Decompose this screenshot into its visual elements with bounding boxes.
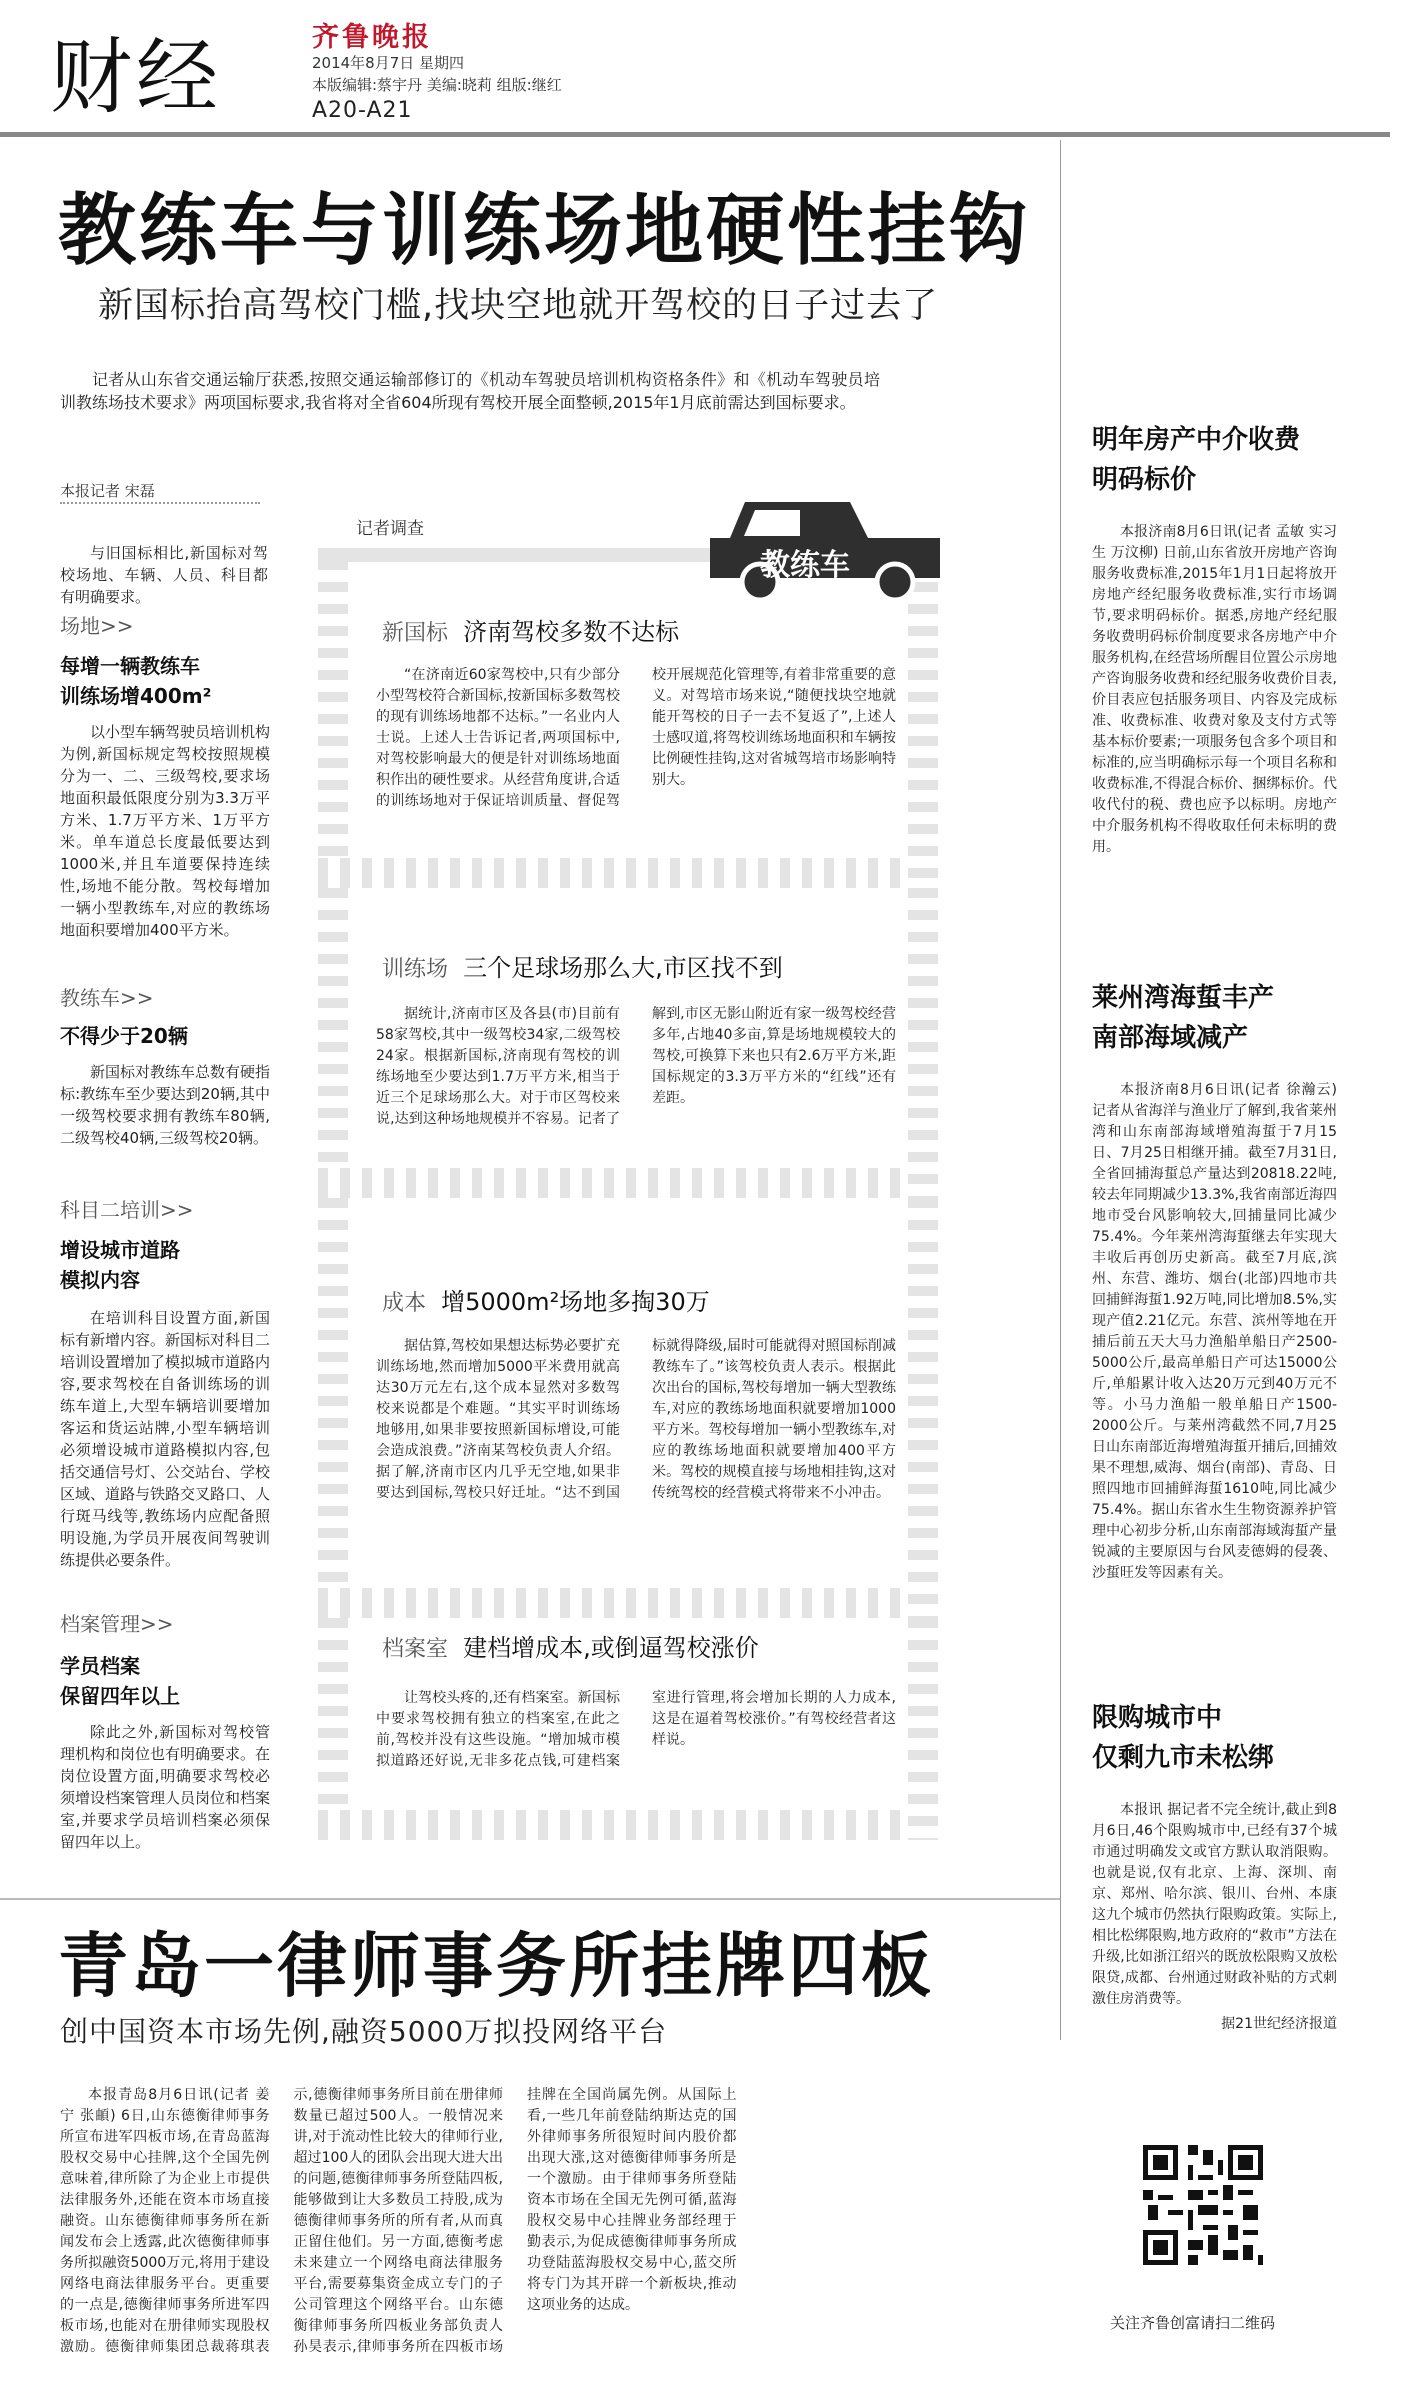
sidebar-headline: 不得少于20辆 [60, 1024, 188, 1048]
sidebar-body: 在培训科目设置方面,新国标有新增内容。新国标对科目二培训设置增加了模拟城市道路内容,要求驾校在自备训练场的训练车道上,大型车辆培训要增加客运和货运站牌,小型车辆培训必须增设城市道路模拟内容,包括交通信号灯、公交站台、学校区域、道路与铁路交叉路口、人行斑马线等,教练场内应配备照明设施,为学员开展夜间驾驶训练提供必要条件。 [60, 1309, 271, 1569]
bottom-body: 本报青岛8月6日讯(记者 姜宁 张頔) 6日,山东德衡律师事务所宣布进军四板市场,在青岛蓝海股权交易中心挂牌,这个全国先例意味着,律所除了为企业上市提供法律服务外,还能在资本市场直接融资。山东德衡律师事务所在新闻发布会上透露,此次德衡律师事务所拟融资5000万元,将用于建设网络电商法律服务平台。更重要的一点是,德衡律师事务所进军四板市场,也能对在册律师实现股权激励。德衡律师集团总裁蒋琪表示,德衡律师事务所目前在册律师数量已超过500人。一般情况来讲,对于流动性比较大的律师行业,超过100人的团队会出现大进大出的问题,德衡律师事务所登陆四板,能够做到让大多数员工持股,成为德衡律师事务所的所有者,从而真正留住他们。另一方面,德衡考虑未来建立一个网络电商法律服务平台,需要募集资金成立专门的子公司管理这个网络平台。山东德衡律师事务所四板业务部负责人孙昊表示,律师事务所在四板市场挂牌在全国尚属先例。从国际上看,一些几年前登陆纳斯达克的国外律师事务所很短时间内股价都出现大涨,这对德衡律师事务所是一个激励。由于律师事务所登陆资本市场在全国无先例可循,蓝海股权交易中心挂牌业务部经理于勤表示,为促成德衡律师事务所成功登陆蓝海股权交易中心,蓝交所将专门为其开辟一个新板块,推动这项业务的达成。 [60, 2087, 737, 2355]
section-title: 财经 [50, 30, 223, 125]
road-segment [318, 888, 348, 1198]
road-segment [908, 1198, 938, 1618]
road-segment [908, 888, 938, 1198]
sidebar-headline-2: 保留四年以上 [60, 1684, 180, 1708]
sidebar-label: 教练车>> [60, 986, 154, 1010]
main-headline: 教练车与训练场地硬性挂钩 [58, 186, 1031, 276]
brief-headline: 明年房产中介收费 [1092, 425, 1301, 455]
survey-tag: 记者调查 [350, 514, 430, 539]
story-label: 档案室 [382, 1637, 449, 1662]
brief-headline-2: 南部海域减产 [1092, 1023, 1249, 1053]
sidebar-label: 科目二培训>> [60, 1198, 194, 1222]
brief-credit: 据21世纪经济报道 [1221, 2016, 1337, 2032]
story-title: 三个足球场那么大,市区找不到 [463, 954, 783, 982]
truck-label: 教练车 [760, 548, 850, 583]
page-numbers: A20-A21 [312, 98, 413, 123]
story-title: 增5000m²场地多掏30万 [441, 1288, 710, 1316]
road-segment [908, 1618, 938, 1840]
story-title: 建档增成本,或倒逼驾校涨价 [463, 1634, 759, 1662]
road-segment [318, 1810, 938, 1840]
news-brief [1092, 978, 1337, 1584]
brief-body: 本报济南8月6日讯(记者 徐瀚云) 记者从省海洋与渔业厅了解到,我省莱州湾和山东南部海域增殖海蜇于7月15日、7月25日相继开捕。截至7月31日,全省回捕海蜇总产量达到20818.22吨,较去年同期减少13.3%,我省南部近海四地市受台风影响较大,回捕量同比减少75.4%。今年莱州湾海蜇继去年实现大丰收后再创历史新高。截至7月底,滨州、东营、潍坊、烟台(北部)四地市共回捕鲜海蜇1.92万吨,同比增加8.5%,实现产值2.21亿元。东营、滨州等地在开捕后前五天大马力渔船单船日产2500-5000公斤,最高单船日产可达15000公斤,单船累计收入达20万元到40万元不等。小马力渔船一般单船日产1500-2000公斤。与莱州湾截然不同,7月25日山东南部近海增殖海蜇开捕后,回捕效果不理想,威海、烟台(南部)、青岛、日照四地市回捕鲜海蜇1610吨,同比减少75.4%。据山东省水生生物资源养护管理中心初步分析,山东南部海域海蜇产量锐减的主要原因与台风麦德姆的侵袭、沙蜇旺发等因素有关。 [1092, 1082, 1337, 1581]
road-segment [318, 560, 348, 885]
story-header [382, 948, 783, 983]
sidebar-venue [60, 610, 270, 941]
sidebar-training [60, 1194, 270, 1571]
story-label: 新国标 [382, 621, 449, 646]
qr-caption: 关注齐鲁创富请扫二维码 [1110, 2314, 1276, 2332]
story-label: 成本 [382, 1291, 427, 1316]
story-header [382, 612, 679, 647]
issue-date: 2014年8月7日 星期四 [312, 54, 465, 72]
bottom-headline: 青岛一律师事务所挂牌四板 [58, 1925, 934, 2007]
column-divider [1060, 140, 1061, 2040]
sidebar-headline: 学员档案 [60, 1654, 140, 1678]
main-subheadline: 新国标抬高驾校门槛,找块空地就开驾校的日子过去了 [98, 286, 939, 326]
section-rule [0, 1898, 1060, 1900]
road-segment [318, 1168, 938, 1198]
byline-rule [60, 502, 260, 504]
news-brief [1092, 1698, 1337, 2035]
sidebar-archive [60, 1608, 270, 1853]
sidebar-headline-2: 训练场增400m² [60, 684, 212, 708]
qr-code-icon[interactable] [1138, 2140, 1268, 2270]
sidebar-headline-2: 模拟内容 [60, 1268, 140, 1292]
intro-paragraph: 与旧国标相比,新国标对驾校场地、车辆、人员、科目都有明确要求。 [60, 544, 268, 606]
story-title: 济南驾校多数不达标 [463, 618, 680, 646]
byline: 本报记者 宋磊 [60, 482, 155, 500]
brief-body: 本报讯 据记者不完全统计,截止到8月6日,46个限购城市中,已经有37个城市通过明确发文或官方默认取消限购。也就是说,仅有北京、上海、深圳、南京、郑州、哈尔滨、银川、台州、本康这九个城市仍然执行限购政策。实际上,相比松绑限购,地方政府的“救市”方法在升级,比如浙江绍兴的既放松限购又放松限贷,成都、台州通过财政补贴的方式刺激住房消费等。 [1092, 1802, 1337, 2007]
brief-headline-2: 仅剩九市未松绑 [1092, 1743, 1275, 1773]
sidebar-headline: 增设城市道路 [60, 1238, 180, 1262]
story-header [382, 1628, 759, 1663]
masthead-rule [0, 132, 1390, 137]
sidebar-label: 场地>> [60, 614, 134, 638]
brief-headline: 莱州湾海蜇丰产 [1092, 983, 1275, 1013]
sidebar-body: 以小型车辆驾驶员培训机构为例,新国标规定驾校按照规模分为一、二、三级驾校,要求场地面积最低限度分别为3.3万平方米、1.7万平方米、1万平方米。单车道总长度最低要达到1000米,并且车道要保持连续性,场地不能分散。驾校每增加一辆小型教练车,对应的教练场地面积要增加400平方米。 [60, 723, 271, 939]
story-body: 让驾校头疼的,还有档案室。新国标中要求驾校拥有独立的档案室,在此之前,驾校并没有这些设施。“增加城市模拟道路还好说,无非多花点钱,可建档案室进行管理,将会增加长期的人力成本,这是在逼着驾校涨价。”有驾校经营者这样说。 [376, 1690, 896, 1769]
sidebar-body: 新国标对教练车总数有硬指标:教练车至少要达到20辆,其中一级驾校要求拥有教练车80辆,二级驾校40辆,三级驾校20辆。 [60, 1063, 271, 1147]
brief-headline-2: 明码标价 [1092, 465, 1197, 495]
lead-paragraph: 记者从山东省交通运输厅获悉,按照交通运输部修订的《机动车驾驶员培训机构资格条件》和《机动车驾驶员培训教练场技术要求》两项国标要求,我省将对全省604所现有驾校开展全面整顿,2015年1月底前需达到国标要求。 [60, 370, 880, 412]
news-brief [1092, 420, 1337, 858]
story-body: 据统计,济南市区及各县(市)目前有58家驾校,其中一级驾校34家,二级驾校24家。根据新国标,济南现有驾校的训练场地至少要达到1.7万平方米,相当于近三个足球场那么大。对于市区驾校来说,达到这种场地规模并不容易。记者了解到,市区无影山附近有家一级驾校经营多年,占地40多亩,算是场地规模较大的驾校,可换算下来也只有2.6万平方米,距国标规定的3.3万平方米的“红线”还有差距。 [376, 1006, 896, 1127]
editor-credits: 本版编辑:蔡宇丹 美编:晓莉 组版:继红 [312, 76, 562, 94]
bottom-subheadline: 创中国资本市场先例,融资5000万拟投网络平台 [60, 2015, 668, 2048]
story-header [382, 1282, 710, 1317]
sidebar-body: 除此之外,新国标对驾校管理机构和岗位也有明确要求。在岗位设置方面,明确要求驾校必须增设档案管理人员岗位和档案室,并要求学员培训档案必须保留四年以上。 [60, 1723, 271, 1851]
story-label: 训练场 [382, 957, 449, 982]
brief-body: 本报济南8月6日讯(记者 孟敏 实习生 万汶柳) 日前,山东省放开房地产咨询服务收费标准,2015年1月1日起将放开房地产经纪服务收费标准,实行市场调节,要求明码标价。据悉,房地产经纪服务收费明码标价制度要求各房地产中介服务机构,在经营场所醒目位置公示房地产咨询服务收费和经纪服务收费价目表,价目表应包括服务项目、内容及完成标准、收费标准、收费对象及支付方式等基本标价要素;一项服务包含多个项目和标准的,应当明确标示每一个项目名称和收费标准,不得混合标价、捆绑标价。代收代付的税、费也应予以标明。房地产中介服务机构不得收取任何未标明的费用。 [1092, 524, 1337, 855]
road-segment [318, 858, 938, 888]
story-body: 据估算,驾校如果想达标势必要扩充训练场地,然而增加5000平米费用就高达30万元左右,这个成本显然对多数驾校来说都是个难题。“其实平时训练场地够用,如果非要按照新国标增设,可能会造成浪费。”济南某驾校负责人介绍。据了解,济南市区内几乎无空地,如果非要达到国标,驾校只好迁址。“达不到国标就得降级,届时可能就得对照国标削减教练车了。”该驾校负责人表示。根据此次出台的国标,驾校每增加一辆大型教练车,对应的教练场地面积就要增加1000平方米。驾校每增加一辆小型教练车,对应的教练场地面积就要增加400平方米。驾校的规模直接与场地相挂钩,这对传统驾校的经营模式将带来不小冲击。 [376, 1338, 896, 1501]
road-segment [318, 1588, 938, 1618]
story-body: “在济南近60家驾校中,只有少部分小型驾校符合新国标,按新国标多数驾校的现有训练场地都不达标。”一名业内人士说。上述人士告诉记者,两项国标中,对驾校影响最大的便是针对训练场地面积作出的硬性要求。从经营角度讲,合适的训练场地对于保证培训质量、督促驾校开展规范化管理等,有着非常重要的意义。对驾培市场来说,“随便找块空地就能开驾校的日子一去不复返了”,上述人士感叹道,将驾校训练场地面积和车辆按比例硬性挂钩,这对省城驾培市场影响特别大。 [376, 667, 896, 809]
sidebar-headline: 每增一辆教练车 [60, 654, 200, 678]
road-segment [318, 1198, 348, 1618]
sidebar-label: 档案管理>> [60, 1612, 174, 1636]
sidebar-cars [60, 982, 270, 1149]
newspaper-logo: 齐鲁晚报 [312, 22, 432, 53]
road-segment [318, 1618, 348, 1828]
brief-headline: 限购城市中 [1092, 1703, 1223, 1733]
